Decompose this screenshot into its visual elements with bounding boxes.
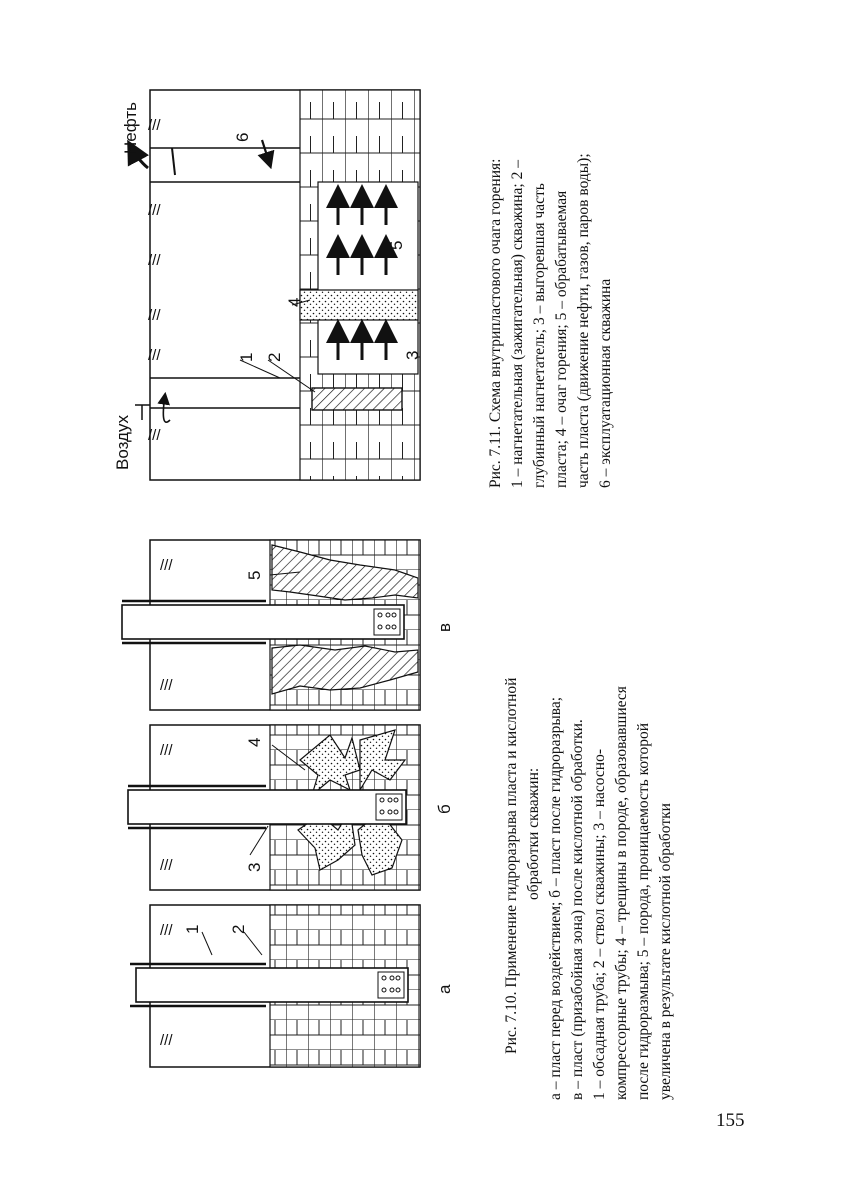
combustion-front (300, 290, 418, 320)
svg-text:///: /// (160, 922, 173, 939)
figure-7-11-caption (487, 153, 614, 488)
caption-7-10-line-6: увеличена в результате кислотной обработки (657, 803, 674, 1100)
page-number: 155 (716, 1110, 745, 1131)
label-oil: Нефть (121, 102, 140, 154)
caption-7-11-line-5: часть пласта (движение нефти, газов, паров воды); (575, 153, 592, 488)
caption-7-10-title-1: Рис. 7.10. Применение гидроразрыва пласта и кислотной (503, 677, 520, 1054)
callout-4: 4 (245, 737, 264, 747)
callout-7-11-2: 2 (265, 352, 284, 362)
caption-7-10-line-5: после гидроразмыва; 5 – порода, проницаемость которой (635, 722, 652, 1100)
deep-injector (312, 388, 402, 410)
panel-a (130, 905, 454, 1067)
caption-7-11-line-6: 6 – эксплуатационная скважина (597, 278, 614, 488)
panel-b (128, 725, 454, 890)
panel-c (122, 540, 454, 710)
callout-7-11-3: 3 (403, 350, 422, 360)
figure-7-11-diagram (113, 90, 422, 480)
caption-7-10-line-4: компрессорные трубы; 4 – трещины в породе, образовавшиеся (613, 686, 630, 1100)
callout-2: 2 (229, 924, 248, 934)
svg-text:///: /// (148, 117, 161, 134)
svg-text:///: /// (148, 347, 161, 364)
callout-7-11-1: 1 (237, 352, 256, 362)
svg-text:///: /// (148, 252, 161, 269)
caption-7-11-line-4: пласта; 4 – очаг горения; 5 – обрабатываемая (553, 190, 570, 488)
well-casing (136, 968, 408, 1002)
caption-7-10-title-2: обработки скважин: (525, 767, 542, 900)
caption-7-11-line-3: глубинный нагнетатель; 3 – выгоревшая часть (531, 183, 548, 488)
callout-7-11-5: 5 (387, 240, 406, 250)
svg-text:///: /// (148, 202, 161, 219)
panel-label-c: в (435, 622, 454, 632)
figure-7-10-caption (503, 678, 674, 1100)
caption-7-11-line-1: Рис. 7.11. Схема внутрипластового очага горения: (487, 158, 504, 488)
figure-7-10-diagram (122, 540, 454, 1067)
svg-text:///: /// (160, 557, 173, 574)
svg-text:///: /// (160, 742, 173, 759)
label-air: Воздух (113, 415, 132, 470)
callout-3: 3 (245, 862, 264, 872)
svg-text:///: /// (148, 307, 161, 324)
panel-label-a: а (435, 984, 454, 994)
callout-7-11-4: 4 (285, 297, 304, 307)
caption-7-10-line-3: 1 – обсадная труба; 2 – ствол скважины; 3 – насосно- (591, 749, 608, 1100)
caption-7-10-line-1: а – пласт перед воздействием; б – пласт после гидроразрыва; (547, 696, 564, 1100)
caption-7-10-line-2: в – пласт (призабойная зона) после кислотной обработки. (569, 719, 586, 1100)
svg-text:///: /// (148, 427, 161, 444)
svg-text:///: /// (160, 1032, 173, 1049)
callout-7-11-6: 6 (233, 132, 252, 142)
caption-7-11-line-2: 1 – нагнетательная (зажигательная) скважина; 2 – (509, 160, 526, 488)
callout-5: 5 (245, 570, 264, 580)
panel-label-b: б (435, 804, 454, 814)
svg-text:///: /// (160, 677, 173, 694)
callout-1: 1 (183, 924, 202, 934)
svg-text:///: /// (160, 857, 173, 874)
